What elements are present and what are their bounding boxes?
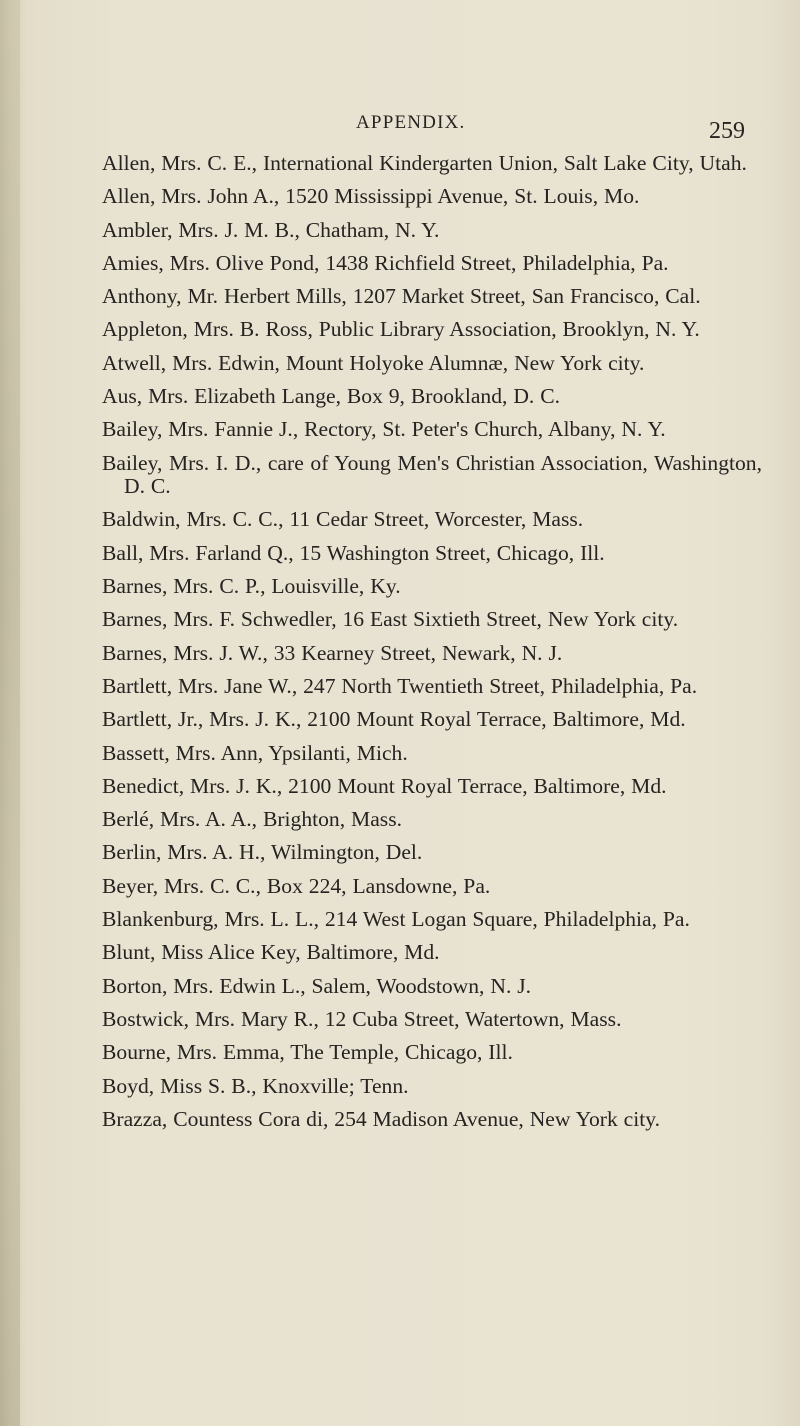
directory-entry: Brazza, Countess Cora di, 254 Madison Avenue, New York city. — [102, 1106, 661, 1131]
directory-entry: Atwell, Mrs. Edwin, Mount Holyoke Alumnæ, New York city. — [102, 350, 645, 375]
directory-entry: Allen, Mrs. John A., 1520 Mississippi Avenue, St. Louis, Mo. — [102, 184, 640, 209]
directory-entry: Blankenburg, Mrs. L. L., 214 West Logan Square, Philadelphia, Pa. — [102, 907, 690, 932]
directory-entry: Allen, Mrs. C. E., International Kindergarten Union, Salt Lake City, Utah. — [102, 151, 747, 175]
directory-entry: Barnes, Mrs. F. Schwedler, 16 East Sixtieth Street, New York city. — [102, 607, 679, 632]
directory-entry: Anthony, Mr. Herbert Mills, 1207 Market Street, San Francisco, Cal. — [102, 284, 701, 309]
binding-gutter — [0, 0, 20, 1426]
directory-entry: Bailey, Mrs. Fannie J., Rectory, St. Peter's Church, Albany, N. Y. — [102, 417, 666, 442]
directory-entry: Berlé, Mrs. A. A., Brighton, Mass. — [102, 807, 403, 832]
directory-entry: Barnes, Mrs. J. W., 33 Kearney Street, Newark, N. J. — [102, 640, 563, 665]
directory-entry: Ambler, Mrs. J. M. B., Chatham, N. Y. — [102, 217, 440, 242]
directory-entry: Bourne, Mrs. Emma, The Temple, Chicago, Ill. — [102, 1040, 513, 1065]
page-number: 259 — [709, 118, 745, 144]
directory-entry: Boyd, Miss S. B., Knoxville; Tenn. — [102, 1073, 409, 1098]
directory-entry: Borton, Mrs. Edwin L., Salem, Woodstown, N. J. — [102, 973, 532, 998]
directory-entry: Amies, Mrs. Olive Pond, 1438 Richfield Street, Philadelphia, Pa. — [102, 250, 669, 275]
directory-entry: Berlin, Mrs. A. H., Wilmington, Del. — [102, 840, 423, 865]
directory-entry: Barnes, Mrs. C. P., Louisville, Ky. — [102, 574, 401, 599]
directory-entry: Bostwick, Mrs. Mary R., 12 Cuba Street, Watertown, Mass. — [102, 1006, 622, 1031]
directory-list — [102, 152, 762, 1141]
directory-entry: Appleton, Mrs. B. Ross, Public Library Association, Brooklyn, N. Y. — [102, 317, 700, 342]
directory-entry: Beyer, Mrs. C. C., Box 224, Lansdowne, Pa. — [102, 873, 491, 898]
directory-entry: Bassett, Mrs. Ann, Ypsilanti, Mich. — [102, 740, 408, 765]
directory-entry: Bartlett, Jr., Mrs. J. K., 2100 Mount Royal Terrace, Baltimore, Md. — [102, 707, 686, 732]
directory-entry: Aus, Mrs. Elizabeth Lange, Box 9, Brookland, D. C. — [102, 384, 561, 409]
directory-entry: Bartlett, Mrs. Jane W., 247 North Twentieth Street, Philadelphia, Pa. — [102, 673, 698, 698]
directory-entry: Ball, Mrs. Farland Q., 15 Washington Street, Chicago, Ill. — [102, 540, 605, 565]
directory-entry: Benedict, Mrs. J. K., 2100 Mount Royal Terrace, Baltimore, Md. — [102, 773, 667, 798]
directory-entry: Bailey, Mrs. I. D., care of Young Men's Christian Association, Washington, D. C. — [102, 450, 762, 499]
directory-entry: Blunt, Miss Alice Key, Baltimore, Md. — [102, 940, 440, 965]
running-head: APPENDIX. — [356, 112, 466, 133]
directory-entry: Baldwin, Mrs. C. C., 11 Cedar Street, Worcester, Mass. — [102, 507, 584, 532]
